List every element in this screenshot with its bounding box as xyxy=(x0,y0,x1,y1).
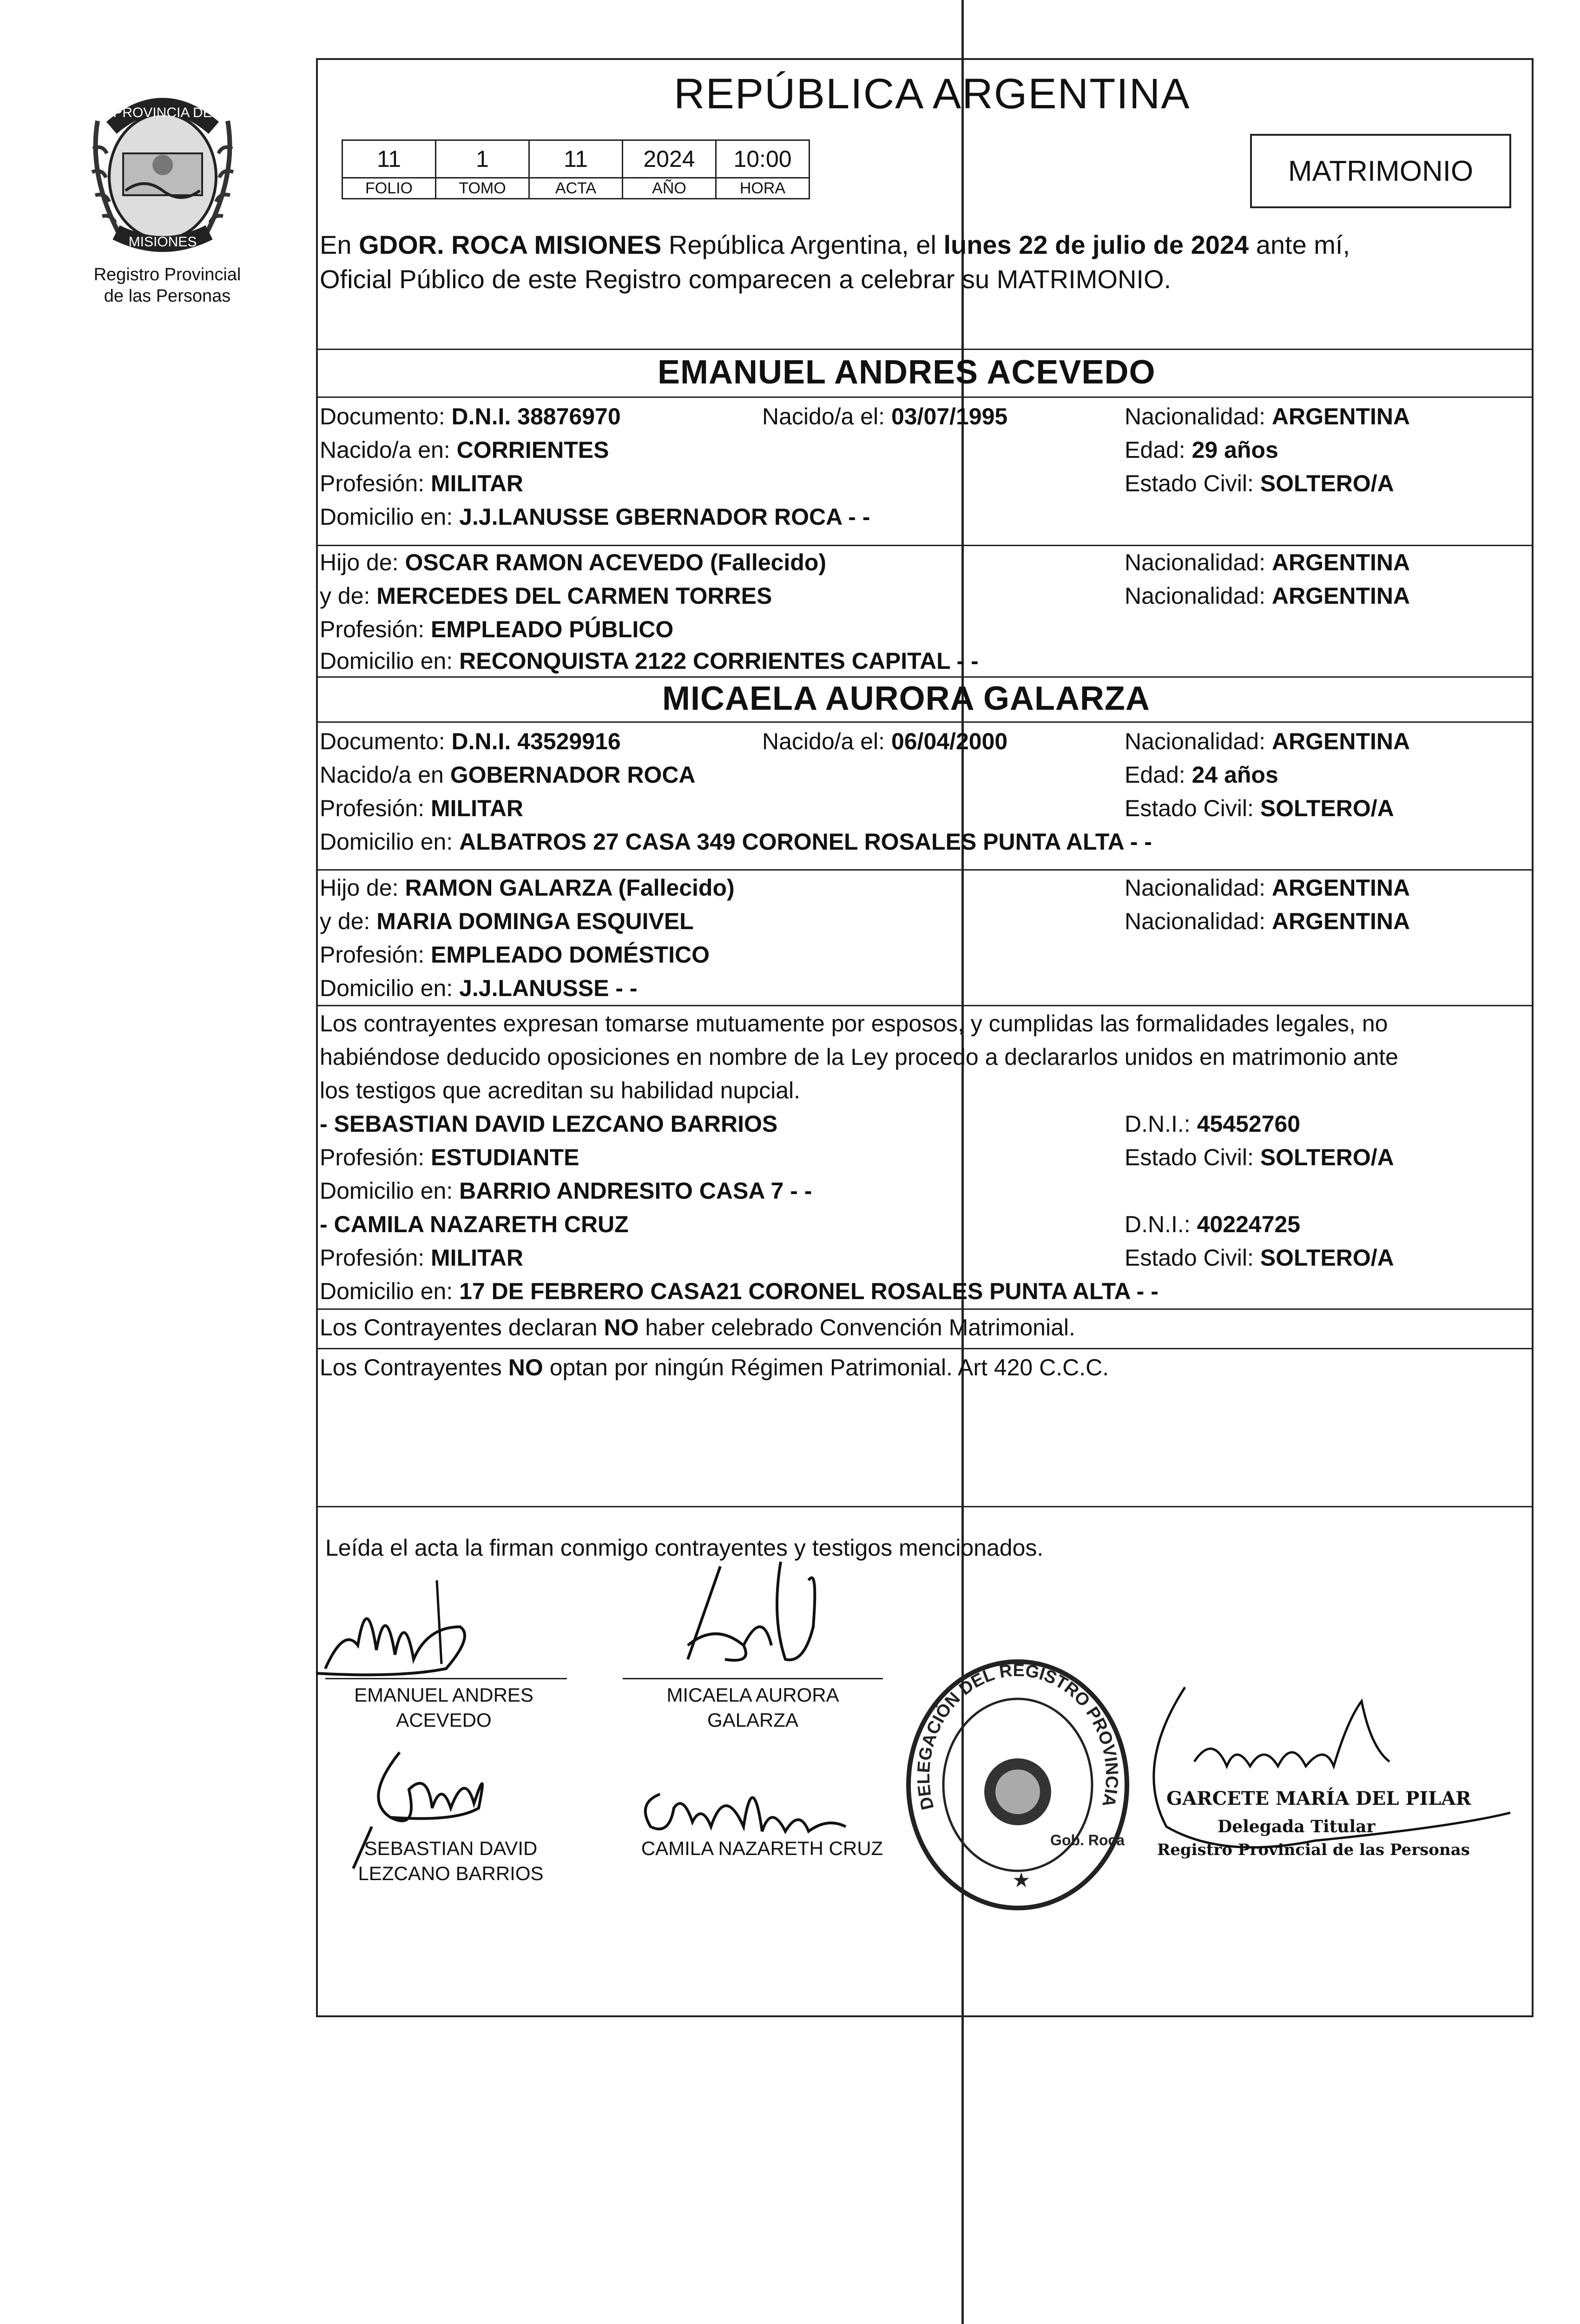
witness-2-civil-status: Estado Civil: SOLTERO/A xyxy=(1125,1245,1394,1271)
ceremony-date: lunes 22 de julio de 2024 xyxy=(943,230,1249,259)
signature-line xyxy=(623,1678,883,1679)
declaration-line-3: los testigos que acreditan su habilidad nupcial. xyxy=(320,1077,801,1103)
witness-1-name: - SEBASTIAN DAVID LEZCANO BARRIOS xyxy=(320,1111,778,1137)
groom-document: Documento: D.N.I. 38876970 xyxy=(320,403,621,429)
folio-label: FOLIO xyxy=(342,178,436,199)
bride-document: Documento: D.N.I. 43529916 xyxy=(320,728,621,754)
divider xyxy=(316,869,1534,871)
svg-text:DELEGACIÓN DEL REGISTRO PROVIN: DELEGACIÓN DEL REGISTRO PROVINCIAL DE LAS PERSONAS xyxy=(890,1639,1122,1812)
acta-value: 11 xyxy=(529,140,623,178)
groom-father-nationality: Nacionalidad: ARGENTINA xyxy=(1125,549,1410,575)
divider xyxy=(316,1308,1534,1310)
act-metadata-table xyxy=(342,139,810,199)
divider xyxy=(316,1506,1534,1507)
groom-signature xyxy=(307,1571,502,1692)
intro-paragraph: En GDOR. ROCA MISIONES República Argentina, el lunes 22 de julio de 2024 ante mí, Oficial Público de este Registro comparecen a celebrar su MATRIMONIO. xyxy=(320,228,1537,297)
bride-signature xyxy=(660,1552,864,1692)
bride-mother: y de: MARIA DOMINGA ESQUIVEL xyxy=(320,908,694,934)
groom-civil-status: Estado Civil: SOLTERO/A xyxy=(1125,470,1394,496)
bride-mother-nationality: Nacionalidad: ARGENTINA xyxy=(1125,908,1410,934)
groom-birthplace: Nacido/a en: CORRIENTES xyxy=(320,437,609,463)
bride-nationality: Nacionalidad: ARGENTINA xyxy=(1125,728,1410,754)
bride-birthdate: Nacido/a el: 06/04/2000 xyxy=(762,728,1008,754)
registry-caption xyxy=(70,264,265,307)
svg-text:★: ★ xyxy=(1012,1868,1031,1892)
patrimonial-regime: Los Contrayentes NO optan por ningún Régimen Patrimonial. Art 420 C.C.C. xyxy=(320,1354,1109,1380)
bride-parents-profession: Profesión: EMPLEADO DOMÉSTICO xyxy=(320,942,710,968)
groom-age: Edad: 29 años xyxy=(1125,437,1278,463)
groom-address: Domicilio en: J.J.LANUSSE GBERNADOR ROCA - - xyxy=(320,504,870,530)
groom-father: Hijo de: OSCAR RAMON ACEVEDO (Fallecido) xyxy=(320,549,826,575)
hour-value: 10:00 xyxy=(716,140,810,178)
svg-text:Gob. Roca: Gob. Roca xyxy=(1050,1832,1125,1849)
divider xyxy=(316,396,1534,398)
witness-1-address: Domicilio en: BARRIO ANDRESITO CASA 7 - - xyxy=(320,1178,812,1204)
registry-stamp xyxy=(890,1639,1139,1915)
caption-line-2: de las Personas xyxy=(104,286,231,306)
groom-parents-address: Domicilio en: RECONQUISTA 2122 CORRIENTES CAPITAL - - xyxy=(320,648,979,674)
official-role: Delegada Titular xyxy=(1218,1817,1376,1836)
province-logo xyxy=(79,84,246,260)
groom-birthdate: Nacido/a el: 03/07/1995 xyxy=(762,403,1008,429)
witness-1-civil-status: Estado Civil: SOLTERO/A xyxy=(1125,1144,1394,1170)
bride-profession: Profesión: MILITAR xyxy=(320,795,524,821)
divider xyxy=(316,1348,1534,1349)
svg-text:PROVINCIA DE: PROVINCIA DE xyxy=(113,105,212,120)
groom-mother: y de: MERCEDES DEL CARMEN TORRES xyxy=(320,583,772,609)
declaration-line-2: habiéndose deducido oposiciones en nombre de la Ley procedo a declararlos unidos en matrimonio ante xyxy=(320,1044,1398,1070)
official-office: Registro Provincial de las Personas xyxy=(1157,1841,1470,1859)
divider xyxy=(316,545,1534,546)
divider xyxy=(316,349,1534,350)
witness-1-dni: D.N.I.: 45452760 xyxy=(1125,1111,1301,1137)
year-value: 2024 xyxy=(623,140,716,178)
bride-father: Hijo de: RAMON GALARZA (Fallecido) xyxy=(320,875,735,901)
svg-text:MISIONES: MISIONES xyxy=(128,234,197,250)
groom-nationality: Nacionalidad: ARGENTINA xyxy=(1125,403,1410,429)
divider xyxy=(316,1005,1534,1006)
divider xyxy=(316,721,1534,723)
groom-name: EMANUEL ANDRES ACEVEDO xyxy=(658,354,1156,391)
official-name: GARCETE MARÍA DEL PILAR xyxy=(1166,1788,1471,1809)
bride-parents-address: Domicilio en: J.J.LANUSSE - - xyxy=(320,975,638,1001)
bride-father-nationality: Nacionalidad: ARGENTINA xyxy=(1125,875,1410,901)
bride-signature-caption: MICAELA AURORA GALARZA xyxy=(666,1684,839,1731)
bride-age: Edad: 24 años xyxy=(1125,762,1278,788)
closing-statement: Leída el acta la firman conmigo contrayentes y testigos mencionados. xyxy=(325,1535,1044,1561)
witness-2-signature-caption: CAMILA NAZARETH CRUZ xyxy=(641,1837,883,1859)
caption-line-1: Registro Provincial xyxy=(93,265,241,284)
intro-line-2: Oficial Público de este Registro comparecen a celebrar su MATRIMONIO. xyxy=(320,264,1172,294)
coat-of-arms-icon xyxy=(79,84,246,260)
place-name: GDOR. ROCA MISIONES xyxy=(359,230,662,259)
folio-value: 11 xyxy=(342,140,436,178)
declaration-line-1: Los contrayentes expresan tomarse mutuamente por esposos, y cumplidas las formalidades legales, no xyxy=(320,1010,1388,1037)
hour-label: HORA xyxy=(716,178,810,199)
witness-2-profession: Profesión: MILITAR xyxy=(320,1245,524,1271)
groom-mother-nationality: Nacionalidad: ARGENTINA xyxy=(1125,583,1410,609)
bride-address: Domicilio en: ALBATROS 27 CASA 349 CORONEL ROSALES PUNTA ALTA - - xyxy=(320,829,1152,855)
acta-label: ACTA xyxy=(529,178,623,199)
signature-line xyxy=(325,1678,567,1679)
bride-name: MICAELA AURORA GALARZA xyxy=(662,680,1150,717)
witness-1-profession: Profesión: ESTUDIANTE xyxy=(320,1144,579,1170)
groom-parents-profession: Profesión: EMPLEADO PÚBLICO xyxy=(320,616,674,642)
witness-2-dni: D.N.I.: 40224725 xyxy=(1125,1211,1301,1237)
year-label: AÑO xyxy=(623,178,716,199)
tomo-value: 1 xyxy=(436,140,529,178)
groom-profession: Profesión: MILITAR xyxy=(320,470,524,496)
bride-civil-status: Estado Civil: SOLTERO/A xyxy=(1125,795,1394,821)
act-type-box: MATRIMONIO xyxy=(1250,134,1511,208)
groom-signature-caption: EMANUEL ANDRES ACEVEDO xyxy=(354,1684,533,1731)
tomo-label: TOMO xyxy=(436,178,529,199)
witness-2-address: Domicilio en: 17 DE FEBRERO CASA21 CORONEL ROSALES PUNTA ALTA - - xyxy=(320,1278,1159,1304)
witness-1-signature-caption: SEBASTIAN DAVID LEZCANO BARRIOS xyxy=(358,1837,544,1884)
bride-birthplace: Nacido/a en GOBERNADOR ROCA xyxy=(320,762,696,788)
page-title: REPÚBLICA ARGENTINA xyxy=(674,70,1191,118)
divider xyxy=(316,676,1534,678)
convention-declaration: Los Contrayentes declaran NO haber celebrado Convención Matrimonial. xyxy=(320,1314,1075,1340)
witness-2-name: - CAMILA NAZARETH CRUZ xyxy=(320,1211,629,1237)
